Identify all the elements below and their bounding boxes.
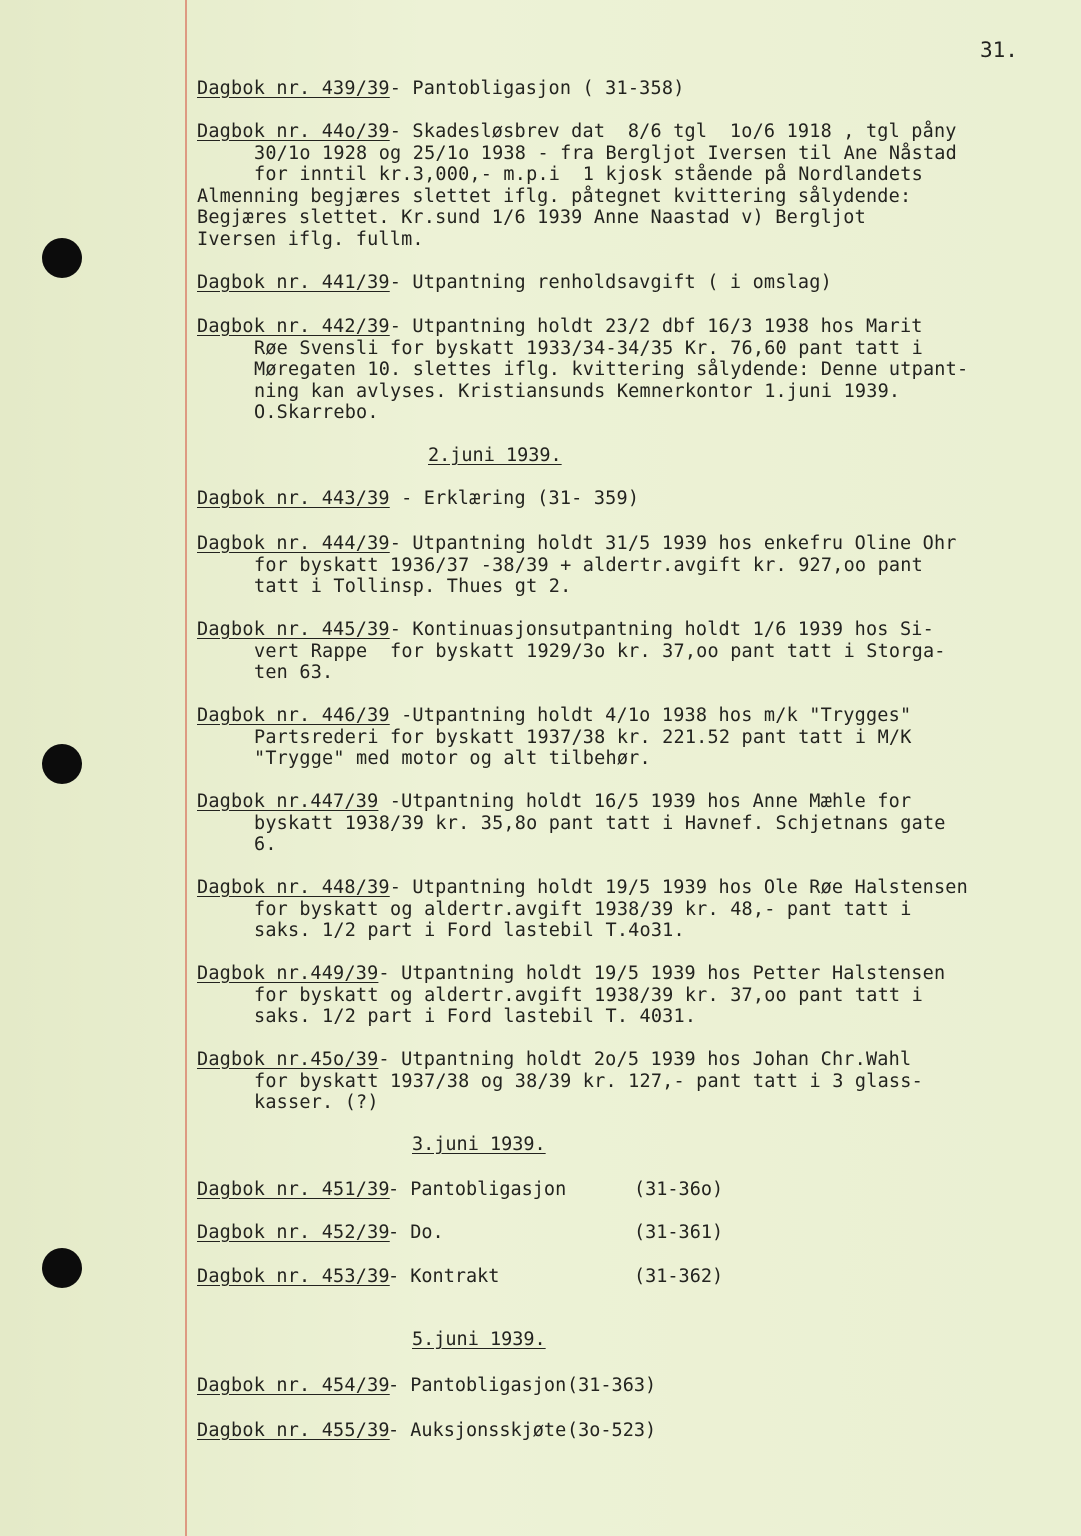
entry-reference: Dagbok nr. 452/39 — [197, 1222, 390, 1243]
journal-entry — [197, 791, 1067, 856]
entry-text: - Utpantning holdt 2o/5 1939 hos Johan Chr.Wahl — [378, 1049, 912, 1070]
entry-reference: Dagbok nr. 439/39 — [197, 78, 390, 99]
entry-text: - Utpantning renholdsavgift ( i omslag) — [389, 272, 832, 293]
journal-entry — [197, 705, 1067, 770]
entry-text: - Pantobligasjon — [388, 1375, 567, 1396]
entry-line: 30/1o 1928 og 25/1o 1938 - fra Bergljot Iversen til Ane Nåstad — [254, 142, 957, 164]
entry-text: - Kontrakt — [388, 1266, 500, 1287]
entry-code: (31-363) — [567, 1375, 657, 1396]
punch-hole — [42, 744, 82, 784]
entry-reference: Dagbok nr. 448/39 — [197, 877, 390, 898]
entry-reference: Dagbok nr. 454/39 — [197, 1375, 390, 1396]
entry-line: vert Rappe for byskatt 1929/3o kr. 37,oo pant tatt i Storga- — [254, 640, 946, 662]
entry-line: saks. 1/2 part i Ford lastebil T.4o31. — [254, 920, 685, 941]
entry-line: 6. — [254, 834, 277, 855]
entry-line — [197, 791, 1067, 813]
journal-entry — [197, 1179, 1067, 1201]
journal-entry — [197, 1375, 1067, 1397]
entry-line: tatt i Tollinsp. Thues gt 2. — [254, 576, 572, 597]
journal-entry — [197, 1049, 1067, 1114]
entry-line: Iversen iflg. fullm. — [197, 228, 424, 250]
entry-reference: Dagbok nr. 446/39 — [197, 705, 390, 726]
page-number: 31. — [980, 38, 1018, 62]
journal-entry — [197, 619, 1067, 684]
entry-reference: Dagbok nr.447/39 — [197, 791, 379, 812]
entry-line: Begjæres slettet. Kr.sund 1/6 1939 Anne Naastad v) Bergljot — [197, 207, 866, 228]
date-heading: 2.juni 1939. — [428, 445, 562, 466]
journal-entry — [197, 1420, 1067, 1442]
entry-text: - Erklæring (31- 359) — [389, 488, 640, 509]
entry-reference: Dagbok nr. 455/39 — [197, 1420, 390, 1441]
journal-entry — [197, 533, 1067, 598]
entry-text: - Skadesløsbrev dat 8/6 tgl 1o/6 1918 , tgl påny — [389, 121, 957, 142]
entry-reference: Dagbok nr. 445/39 — [197, 619, 390, 640]
entry-code: (31-361) — [634, 1222, 724, 1243]
date-heading: 5.juni 1939. — [412, 1329, 546, 1350]
entry-line — [197, 488, 1067, 510]
entry-reference: Dagbok nr.45o/39 — [197, 1049, 379, 1070]
punch-hole — [42, 1248, 82, 1288]
entry-line: ning kan avlyses. Kristiansunds Kemnerkontor 1.juni 1939. — [254, 380, 901, 402]
entry-reference: Dagbok nr. 453/39 — [197, 1266, 390, 1287]
entry-text: - Auksjonsskjøte — [388, 1420, 567, 1441]
entry-line: Almenning begjæres slettet iflg. påtegnet kvittering sålydende: — [197, 185, 912, 207]
entry-code: (31-36o) — [634, 1179, 724, 1200]
entry-code: (3o-523) — [567, 1420, 657, 1441]
journal-entry — [197, 316, 1067, 424]
entry-line: "Trygge" med motor og alt tilbehør. — [254, 748, 651, 769]
entry-text: -Utpantning holdt 16/5 1939 hos Anne Mæhle for — [378, 791, 912, 812]
entry-line: Røe Svensli for byskatt 1933/34-34/35 Kr. 76,60 pant tatt i — [254, 337, 923, 359]
entry-line — [197, 1049, 1067, 1071]
entry-reference: Dagbok nr. 443/39 — [197, 488, 390, 509]
entry-line: byskatt 1938/39 kr. 35,8o pant tatt i Havnef. Schjetnans gate — [254, 812, 946, 834]
entry-line: kasser. (?) — [254, 1092, 379, 1113]
entry-reference: Dagbok nr. 451/39 — [197, 1179, 390, 1200]
entry-text: - Pantobligasjon ( 31-358) — [389, 78, 685, 99]
journal-entry — [197, 121, 1067, 250]
entry-line — [197, 316, 1067, 338]
journal-entry — [197, 963, 1067, 1028]
entry-line — [197, 877, 1067, 899]
entry-reference: Dagbok nr. 442/39 — [197, 316, 390, 337]
entry-line — [197, 272, 1067, 294]
entry-reference: Dagbok nr. 444/39 — [197, 533, 390, 554]
entry-line: O.Skarrebo. — [254, 402, 379, 423]
entry-text: - Do. — [388, 1222, 444, 1243]
entry-reference: Dagbok nr. 44o/39 — [197, 121, 390, 142]
journal-entry — [197, 1222, 1067, 1244]
entry-text: -Utpantning holdt 4/1o 1938 hos m/k "Trygges" — [389, 705, 912, 726]
entry-line — [197, 121, 1067, 143]
entry-line — [197, 533, 1067, 555]
entry-line: Partsrederi for byskatt 1937/38 kr. 221.52 pant tatt i M/K — [254, 726, 912, 748]
entry-text: - Utpantning holdt 31/5 1939 hos enkefru Oline Ohr — [389, 533, 957, 554]
entry-line — [197, 78, 1067, 100]
entry-line — [197, 963, 1067, 985]
punch-hole — [42, 238, 82, 278]
entry-line: saks. 1/2 part i Ford lastebil T. 4031. — [254, 1006, 697, 1027]
entry-line — [197, 705, 1067, 727]
entry-reference: Dagbok nr.449/39 — [197, 963, 379, 984]
entry-text: - Utpantning holdt 23/2 dbf 16/3 1938 hos Marit — [389, 316, 923, 337]
entry-code: (31-362) — [634, 1266, 724, 1287]
entry-line: for byskatt og aldertr.avgift 1938/39 kr. 48,- pant tatt i — [254, 898, 912, 920]
entry-text: - Kontinuasjonsutpantning holdt 1/6 1939 hos Si- — [389, 619, 934, 640]
entry-line: for byskatt og aldertr.avgift 1938/39 kr. 37,oo pant tatt i — [254, 984, 923, 1006]
entry-line — [197, 619, 1067, 641]
journal-entry — [197, 488, 1067, 510]
journal-entry — [197, 877, 1067, 942]
journal-entry — [197, 1266, 1067, 1288]
entry-reference: Dagbok nr. 441/39 — [197, 272, 390, 293]
entry-line: for byskatt 1936/37 -38/39 + aldertr.avgift kr. 927,oo pant — [254, 554, 923, 576]
entry-line: for inntil kr.3,000,- m.p.i 1 kjosk stående på Nordlandets — [254, 164, 923, 185]
entry-text: - Pantobligasjon — [388, 1179, 567, 1200]
entry-text: - Utpantning holdt 19/5 1939 hos Ole Røe Halstensen — [389, 877, 968, 898]
journal-entry — [197, 78, 1067, 100]
red-margin-line — [185, 0, 187, 1536]
date-heading: 3.juni 1939. — [412, 1134, 546, 1155]
journal-entry — [197, 272, 1067, 294]
entry-line: ten 63. — [254, 662, 334, 683]
entry-line: Møregaten 10. slettes iflg. kvittering sålydende: Denne utpant- — [254, 359, 969, 380]
entry-text: - Utpantning holdt 19/5 1939 hos Petter Halstensen — [378, 963, 946, 984]
entry-line: for byskatt 1937/38 og 38/39 kr. 127,- pant tatt i 3 glass- — [254, 1070, 923, 1092]
